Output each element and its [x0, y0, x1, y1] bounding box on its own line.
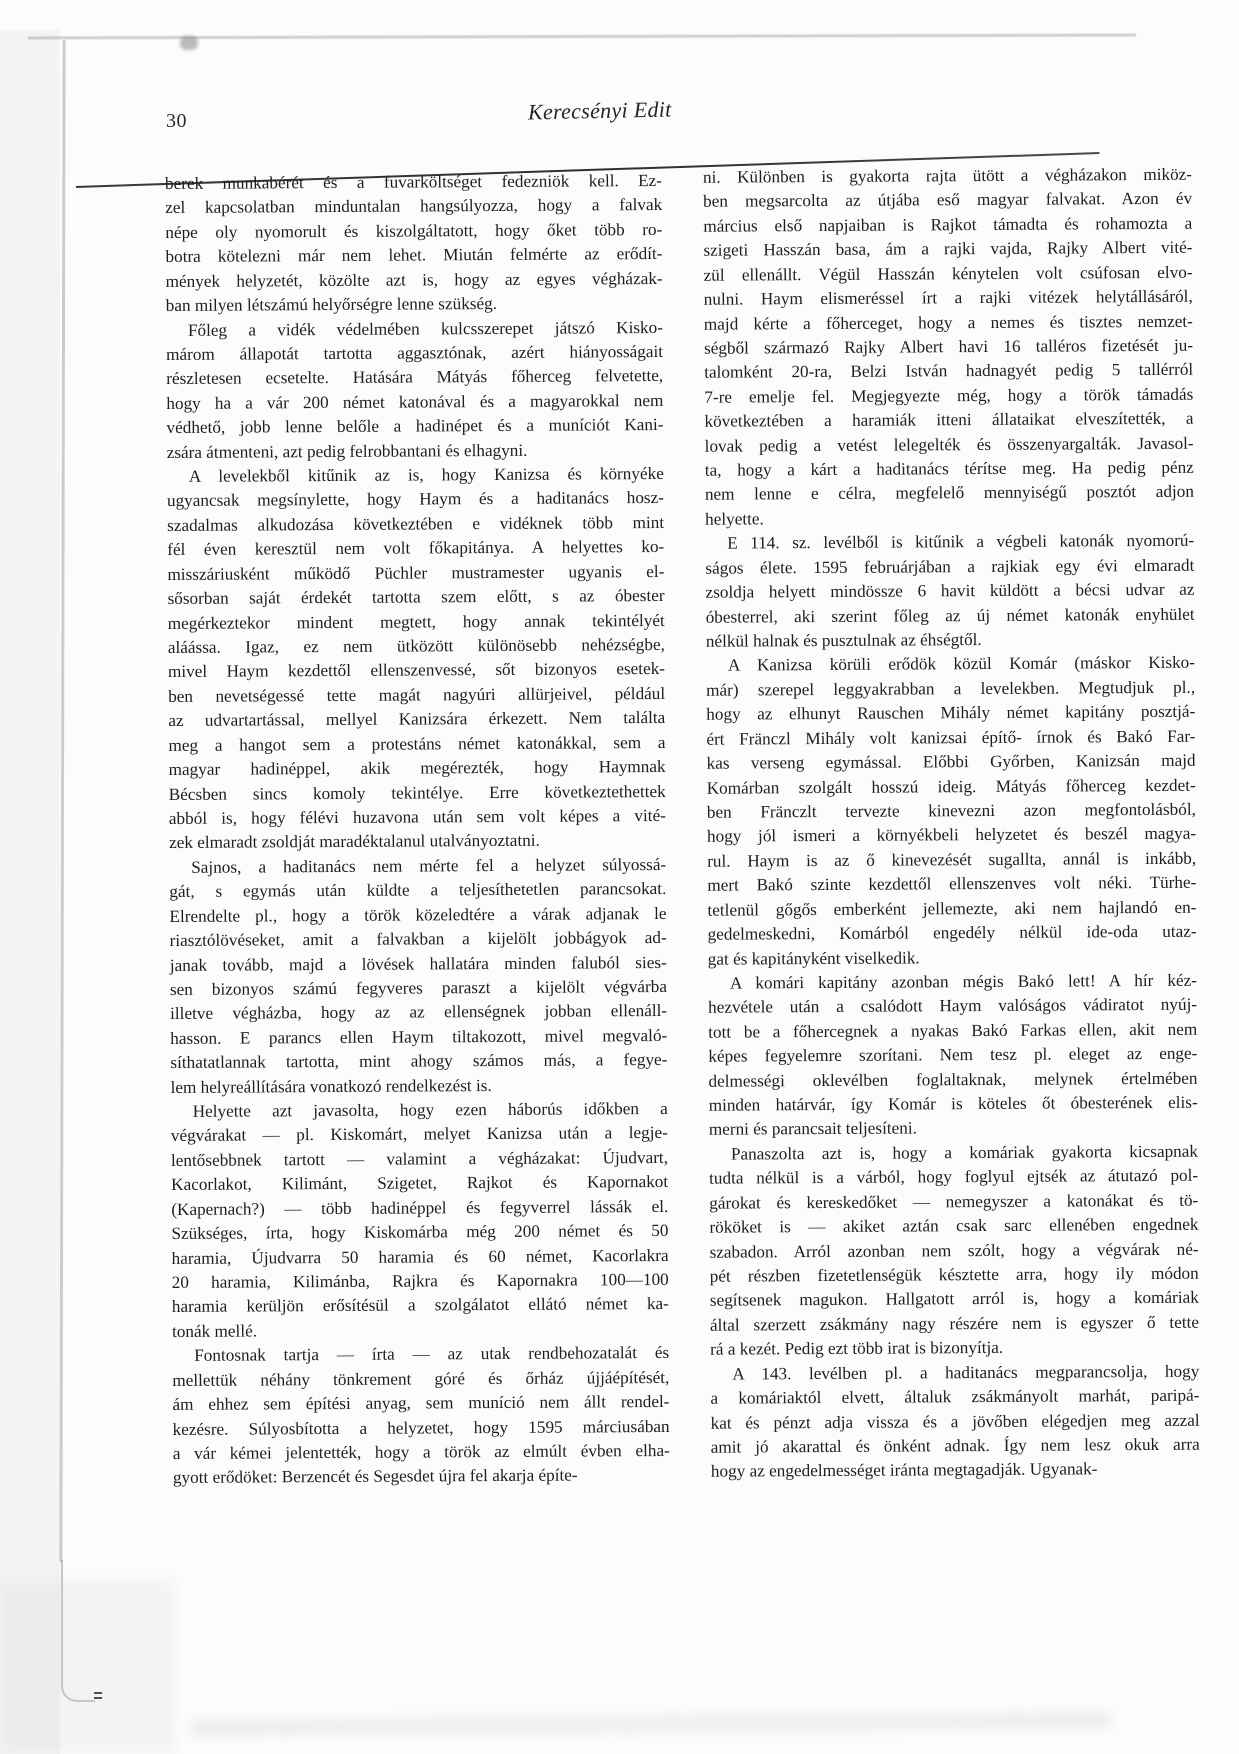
- text-line: aláássa. Igaz, ez nem ütközött különösebb nehézségbe,: [167, 634, 665, 658]
- paragraph: [166, 315, 664, 465]
- text-line: meg a hangot sem a protestáns német katonákkal, sem a: [168, 732, 666, 755]
- text-column-right: [703, 163, 1200, 1485]
- text-line: március első napjaiban is Rajkot támadta és rohamozta a: [703, 213, 1193, 236]
- text-line: tudta nélkül is a várból, hogy foglyul ejtsék az átutazó pol-: [709, 1166, 1199, 1188]
- text-line: népe oly nyomorult és kiszolgáltatott, hogy őket több ro-: [165, 219, 663, 242]
- text-line: fél éven keresztül nem volt főkapitánya. A helyettes ko-: [167, 537, 665, 560]
- text-line: pét részben fizetetlenségük késztette arra, hogy ily módon: [709, 1263, 1199, 1286]
- text-line: ni. Különben is gyakorta rajta ütött a végházakon miköz-: [702, 164, 1193, 187]
- text-line: haramia kerüljön erősítésül a szolgálatot ellátó német ka-: [171, 1294, 669, 1317]
- text-line: nem lenne e célra, megfelelő mennyiségű posztót adjon: [704, 482, 1194, 505]
- paragraph: [708, 969, 1198, 1143]
- text-line: riasztólövéseket, amit a falvakban a kijelölt jobbágyok ad-: [169, 928, 667, 951]
- text-line: amit jó akarattal és önként adnak. Így nem lesz okuk arra: [710, 1434, 1200, 1457]
- text-line: A Kanizsa körüli erődök közül Komár (máskor Kisko-: [727, 653, 1196, 676]
- text-line: által szerzett zsákmány nagy részére nem is egyszer ő tette: [709, 1312, 1200, 1335]
- text-line: nélkül halnak és pusztulnak az éhségtől.: [705, 630, 982, 651]
- text-line: hezvétele után a csalódott Haym valóságos vádiratot nyúj-: [708, 995, 1198, 1018]
- text-line: gedelmeskedni, Komárból engedély nélkül ide-oda utaz-: [707, 921, 1197, 944]
- text-line: kezésre. Súlyosbította a helyzetet, hogy 1595 márciusában: [172, 1416, 670, 1439]
- text-line: ért Fränczl Mihály volt kanizsai építő- írnok és Bakó Far-: [706, 726, 1196, 749]
- text-line: (Kapernach?) — több hadinéppel és fegyverrel lássák el.: [171, 1196, 669, 1219]
- text-line: Fontosnak tartja — írta — az utak rendbehozatalát és: [194, 1343, 670, 1366]
- paragraph: [167, 462, 666, 856]
- text-line: mellettük néhány tönkrement góré és őrház újjáépítését,: [172, 1367, 670, 1390]
- text-line: Kacorlakot, Kilimánt, Szigetet, Rajkot és Kapornakot: [171, 1172, 669, 1195]
- text-line: helyette.: [705, 509, 764, 529]
- text-line: gat és kapitányként viselkedik.: [707, 947, 920, 969]
- text-line: zel kapcsolatban minduntalan hangsúlyozza, hogy a falvak: [165, 195, 663, 218]
- text-line: ben megsarcolta az útjába eső magyar falvakat. Azon év: [703, 189, 1193, 212]
- text-line: Helyette azt javasolta, hogy ezen háborús időkben a: [192, 1098, 668, 1121]
- text-line: nulni. Haym elismeréssel írt a rajki vitézek helytállásáról,: [703, 286, 1193, 309]
- text-line: lovak pedig a vetést lelegelték és összenyargalták. Javasol-: [704, 433, 1194, 456]
- text-line: védhető, jobb lenne belőle a hadinépet és a muníciót Kani-: [166, 415, 664, 438]
- text-line: szabadon. Arról azonban nem szólt, hogy a végvárak né-: [709, 1239, 1199, 1262]
- paragraph: [171, 1097, 669, 1344]
- text-line: zek elmaradt zsoldját maradéktalanul utalványoztatni.: [168, 831, 540, 853]
- text-line: rá a kezét. Pedig ezt több irat is bizonyítja.: [710, 1338, 1004, 1359]
- paragraph: [705, 529, 1195, 654]
- text-line: ben Fränczlt tervezte kinevezni azon megfontolásból,: [706, 799, 1196, 822]
- paragraph: [706, 651, 1197, 971]
- text-line: merni és parancsait teljesíteni.: [708, 1118, 917, 1140]
- paragraph: [703, 163, 1194, 532]
- text-line: illetve végházba, hogy az az ellenségnek jobban ellenáll-: [170, 1001, 668, 1024]
- text-line: tonák mellé.: [171, 1321, 258, 1341]
- text-line: gárokat és kereskedőket — nemegyszer a katonákat és tö-: [709, 1190, 1199, 1213]
- text-line: talomként 20-ra, Belzi István hadnagyét pedig 5 tallérról: [704, 360, 1194, 383]
- text-line: botra kötelezni már nem lehet. Miután felmérte az erődít-: [165, 244, 663, 267]
- text-line: képes fegyelemre szorítani. Nem tesz pl. eleget az enge-: [708, 1043, 1198, 1066]
- text-line: mények helyzetét, közölte azt is, hogy az egyes végházak-: [165, 268, 663, 291]
- text-line: már) szerepel leggyakrabban a levelekben. Megtudjuk pl.,: [706, 677, 1196, 700]
- text-line: részletesen ecsetelte. Hatására Mátyás főherceg felvetette,: [166, 366, 664, 389]
- text-line: mert Bakó szinte kezdettől ellenszenves volt néki. Türhe-: [707, 872, 1197, 895]
- text-line: minden határvár, így Komár is köteles őt óbesterének elis-: [708, 1092, 1198, 1115]
- text-line: Sajnos, a haditanács nem mérte fel a helyzet súlyossá-: [191, 854, 667, 877]
- text-line: A komári kapitány azonban mégis Bakó lett! A hír kéz-: [729, 970, 1197, 993]
- text-line: abból is, hogy félévi huzavona után sem volt képes a vité-: [168, 805, 666, 828]
- text-line: Szükséges, írta, hogy Kiskomárba még 200 német és 50: [171, 1221, 669, 1244]
- text-line: kat és pénzt adja vissza és a jövőben elégedjen meg azzal: [710, 1410, 1200, 1433]
- text-line: lentősebbnek tartott — valamint a végházakat: Újudvart,: [170, 1147, 669, 1170]
- text-line: lem helyreállítására vonatkozó rendelkezést is.: [170, 1075, 492, 1097]
- text-line: segítsenek magukon. Hallgatott arról is, hogy a komáriak: [709, 1288, 1199, 1311]
- text-line: haramia, Újudvarra 50 haramia és 60 német, Kacorlakra: [171, 1245, 669, 1268]
- text-line: ta, hogy a kárt a haditanács térítse meg. Ha pedig pénz: [704, 457, 1194, 480]
- text-line: zsára átmenteni, azt pedig felrobbantani és elhagyni.: [166, 440, 528, 462]
- text-line: kas verseng egymással. Előbbi Győrben, Kanizsán majd: [706, 750, 1196, 773]
- text-line: Főleg a vidék védelmében kulcsszerepet játszó Kisko-: [187, 317, 663, 340]
- text-line: ugyancsak megsínylette, hogy Haym és a haditanács hosz-: [166, 488, 665, 511]
- text-line: ságos élete. 1595 februárjában a rajkiak egy évi elmaradt: [705, 555, 1195, 578]
- text-line: ban milyen létszámú helyőrségre lenne szükség.: [165, 294, 498, 316]
- text-line: delmességi oklevélben foglaltaknak, melynek értelmében: [708, 1068, 1198, 1091]
- text-line: az udvartartással, mellyel Kanizsára érkezett. Nem találta: [168, 708, 666, 731]
- text-line: sen bizonyos számú fegyveres paraszt a kijelölt végvárba: [169, 976, 667, 999]
- text-line: janak tovább, majd a lövések hallatára minden faluból sies-: [169, 952, 667, 975]
- text-line: zsoldja helyett mindössze 6 havit küldött a bécsi udvar az: [705, 579, 1195, 602]
- text-line: majd kérte a főherceget, hogy a nemes és tisztes nemzet-: [703, 311, 1193, 334]
- paragraph: [165, 169, 663, 319]
- text-line: Panaszolta azt is, hogy a komáriak gyakorta kicsapnak: [730, 1141, 1199, 1164]
- text-line: tetlenül gőgős emberként jellemezte, aki nem hajlandó en-: [707, 897, 1197, 920]
- text-line: ségből származó Rajky Albert havi 16 talléros fizetését ju-: [703, 335, 1194, 358]
- text-line: síthatatlannak tartotta, mint ahogy számos más, a fegye-: [170, 1050, 668, 1073]
- text-line: márom állapotát tartotta aggasztónak, azért hiányosságait: [166, 341, 664, 364]
- text-line: rul. Haym is az ő kinevezését sugallta, annál is inkább,: [707, 848, 1197, 871]
- text-line: hasson. E parancs ellen Haym tiltakozott, mivel megvaló-: [170, 1025, 668, 1048]
- paragraph: [169, 853, 667, 1100]
- text-line: tott be a főhercegnek a nyakas Bakó Farkas ellen, akit nem: [708, 1019, 1198, 1042]
- text-line: hogy jól ismeri a környékbeli helyzetet és beszél magya-: [706, 824, 1197, 847]
- text-line: ben nevetségessé tette magát nagyúri allürjeivel, például: [168, 683, 666, 706]
- text-line: a vár kémei jelentették, hogy a török az elmúlt évben elha-: [172, 1440, 670, 1463]
- paragraph: [710, 1359, 1200, 1484]
- text-line: ám ehhez sem építési anyag, sem muníció nem állt rendel-: [172, 1392, 670, 1415]
- text-line: hogy ha a vár 200 német katonával és a magyarokkal nem: [166, 390, 664, 413]
- text-line: magyar hadinéppel, akik megérezték, hogy Haymnak: [168, 757, 666, 780]
- text-column-left: [165, 169, 670, 1491]
- text-line: zül ellenállt. Végül Hasszán kénytelen volt csúfosan elvo-: [703, 262, 1193, 285]
- text-line: berek munkabérét és a fuvarköltséget fedezniök kell. Ez-: [164, 170, 663, 193]
- text-line: hogy az engedelmességet iránta megtagadják. Ugyanak-: [710, 1459, 1098, 1482]
- page-number: 30: [166, 110, 187, 132]
- text-line: gát, s egymás után küldte a teljesíthetetlen parancsokat.: [169, 879, 667, 902]
- paragraph: [709, 1140, 1199, 1363]
- text-line: óbesterrel, aki szerint főleg az új német katonák enyhület: [705, 604, 1195, 627]
- text-line: rököket is — akiket aztán csak sarc ellenében engednek: [709, 1214, 1199, 1237]
- text-line: A levelekből kitűnik az is, hogy Kanizsa és környéke: [188, 464, 664, 486]
- text-line: Elrendelte pl., hogy a török közeledtére a várak adjanak le: [169, 903, 667, 926]
- paragraph: [172, 1341, 670, 1491]
- text-line: mivel Haym kezdettől ellenszenvessé, sőt bizonyos esetek-: [167, 659, 666, 682]
- text-line: szadalmas alkudozása következtében e vidéknek több mint: [167, 512, 665, 535]
- text-line: Komárban szolgált hosszú ideig. Mátyás főherceg kezdet-: [706, 775, 1196, 798]
- text-line: szigeti Hasszán basa, ám a rajki vajda, Rajky Albert vité-: [703, 237, 1193, 260]
- text-line: misszáriusként működő Püchler mustramester ugyanis el-: [167, 561, 665, 584]
- text-line: megérkeztekor mindent megtett, hogy annak tekintélyét: [167, 610, 665, 633]
- text-line: gyott erődöket: Berzencét és Segesdet újra fel akarja építe-: [172, 1465, 578, 1488]
- running-title: Kerecsényi Edit: [527, 96, 672, 125]
- text-line: következtében a haramiák itteni állataikat elveszítették, a: [704, 408, 1194, 431]
- text-line: hogy az elhunyt Rauschen Mihály német kapitány posztjá-: [706, 701, 1196, 724]
- text-line: A 143. levélben pl. a haditanács megparancsolja, hogy: [732, 1361, 1200, 1384]
- text-line: sősorban saját érdekét tartotta szem előtt, s az óbester: [167, 586, 665, 609]
- text-line: 20 haramia, Kilimánba, Rajkra és Kapornakra 100—100: [171, 1269, 669, 1292]
- text-line: végvárakat — pl. Kiskomárt, melyet Kanizsa után a legje-: [170, 1123, 668, 1146]
- text-line: E 114. sz. levélből is kitűnik a végbeli katonák nyomorú-: [727, 531, 1195, 553]
- text-line: Bécsben sincs komoly tekintélye. Erre következtethettek: [168, 781, 666, 804]
- text-line: a komáriaktól elvett, általuk zsákmányolt marhát, paripá-: [710, 1385, 1200, 1408]
- text-line: 7-re emelje fel. Megjegyezte még, hogy a török támadás: [704, 384, 1194, 407]
